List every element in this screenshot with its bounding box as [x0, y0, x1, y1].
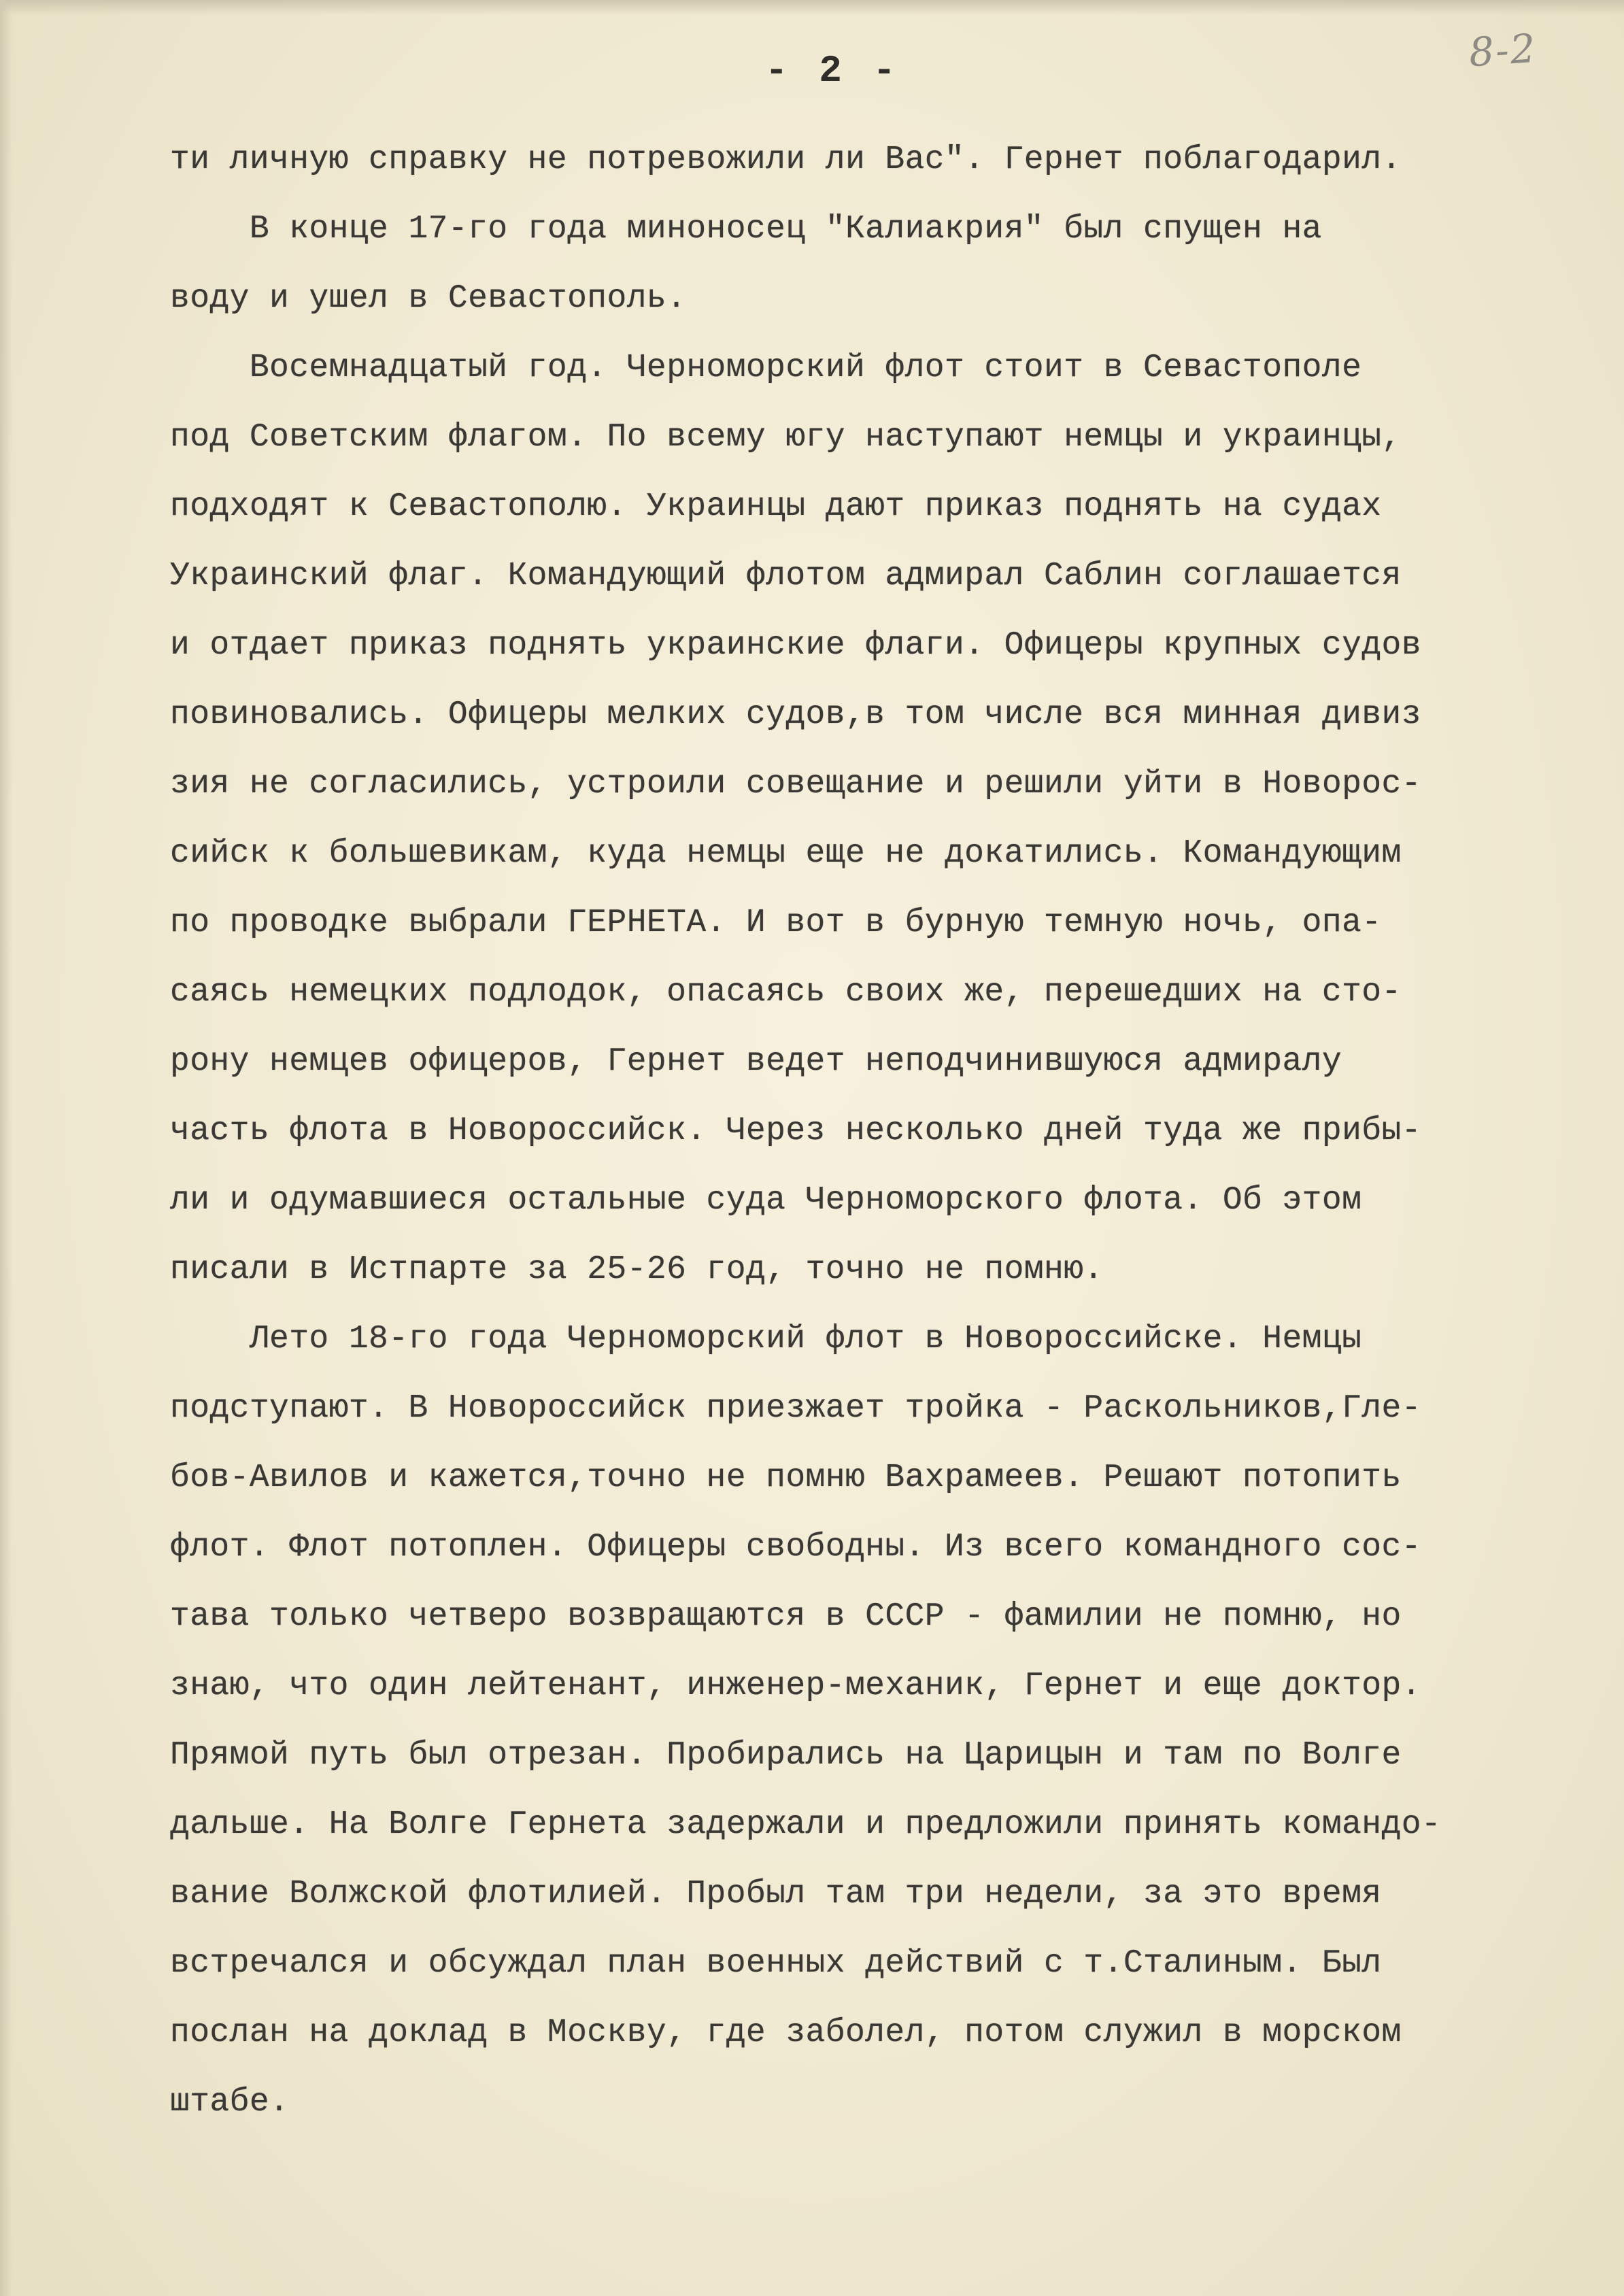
- text-line: часть флота в Новороссийск. Через несколько дней туда же прибы-: [170, 1113, 1421, 1149]
- text-line: Украинский флаг. Командующий флотом адмирал Саблин соглашается: [170, 558, 1402, 594]
- text-line: знаю, что один лейтенант, инженер-механик, Гернет и еще доктор.: [170, 1668, 1421, 1704]
- text-line: встречался и обсуждал план военных действий с т.Сталиным. Был: [170, 1945, 1382, 1982]
- text-line: повиновались. Офицеры мелких судов,в том числе вся минная дивиз: [170, 696, 1421, 733]
- paper-edge-left: [0, 0, 12, 2296]
- text-line: Восемнадцатый год. Черноморский флот стоит в Севастополе: [170, 350, 1362, 386]
- text-line: подступают. В Новороссийск приезжает тройка - Раскольников,Гле-: [170, 1390, 1421, 1427]
- text-line: вание Волжской флотилией. Пробыл там три недели, за это время: [170, 1876, 1382, 1912]
- archive-sheet-number: 8-2: [1467, 24, 1538, 76]
- text-line: зия не согласились, устроили совещание и решили уйти в Новорос-: [170, 766, 1421, 803]
- text-line: подходят к Севастополю. Украинцы дают приказ поднять на судах: [170, 488, 1382, 525]
- text-line: ли и одумавшиеся остальные суда Черноморского флота. Об этом: [170, 1182, 1362, 1219]
- text-line: послан на доклад в Москву, где заболел, потом служил в морском: [170, 2014, 1402, 2051]
- text-line: по проводке выбрали ГЕРНЕТА. И вот в бурную темную ночь, опа-: [170, 905, 1382, 941]
- text-line: Прямой путь был отрезан. Пробирались на Царицын и там по Волге: [170, 1737, 1402, 1774]
- text-line: В конце 17-го года миноносец "Калиакрия" был спущен на: [170, 211, 1322, 248]
- text-line: сийск к большевикам, куда немцы еще не докатились. Командующим: [170, 835, 1402, 872]
- text-line: штабе.: [170, 2084, 290, 2121]
- text-line: ти личную справку не потревожили ли Вас". Гернет поблагодарил.: [170, 141, 1402, 178]
- text-line: Лето 18-го года Черноморский флот в Новороссийске. Немцы: [170, 1321, 1362, 1357]
- text-line: флот. Флот потоплен. Офицеры свободны. Из всего командного сос-: [170, 1529, 1421, 1566]
- text-line: и отдает приказ поднять украинские флаги. Офицеры крупных судов: [170, 627, 1421, 664]
- text-line: дальше. На Волге Гернета задержали и предложили принять командо-: [170, 1806, 1442, 1843]
- text-line: рону немцев офицеров, Гернет ведет неподчинившуюся адмиралу: [170, 1043, 1342, 1080]
- text-line: саясь немецких подлодок, опасаясь своих же, перешедших на сто-: [170, 974, 1402, 1011]
- text-line: писали в Истпарте за 25-26 год, точно не помню.: [170, 1251, 1104, 1288]
- text-line: бов-Авилов и кажется,точно не помню Вахрамеев. Решают потопить: [170, 1459, 1402, 1496]
- text-line: тава только четверо возвращаются в СССР - фамилии не помню, но: [170, 1598, 1402, 1635]
- text-line: под Советским флагом. По всему югу наступают немцы и украинцы,: [170, 419, 1402, 456]
- text-line: воду и ушел в Севастополь.: [170, 280, 687, 317]
- page-number: - 2 -: [765, 49, 900, 92]
- paper-edge-top: [0, 0, 1624, 15]
